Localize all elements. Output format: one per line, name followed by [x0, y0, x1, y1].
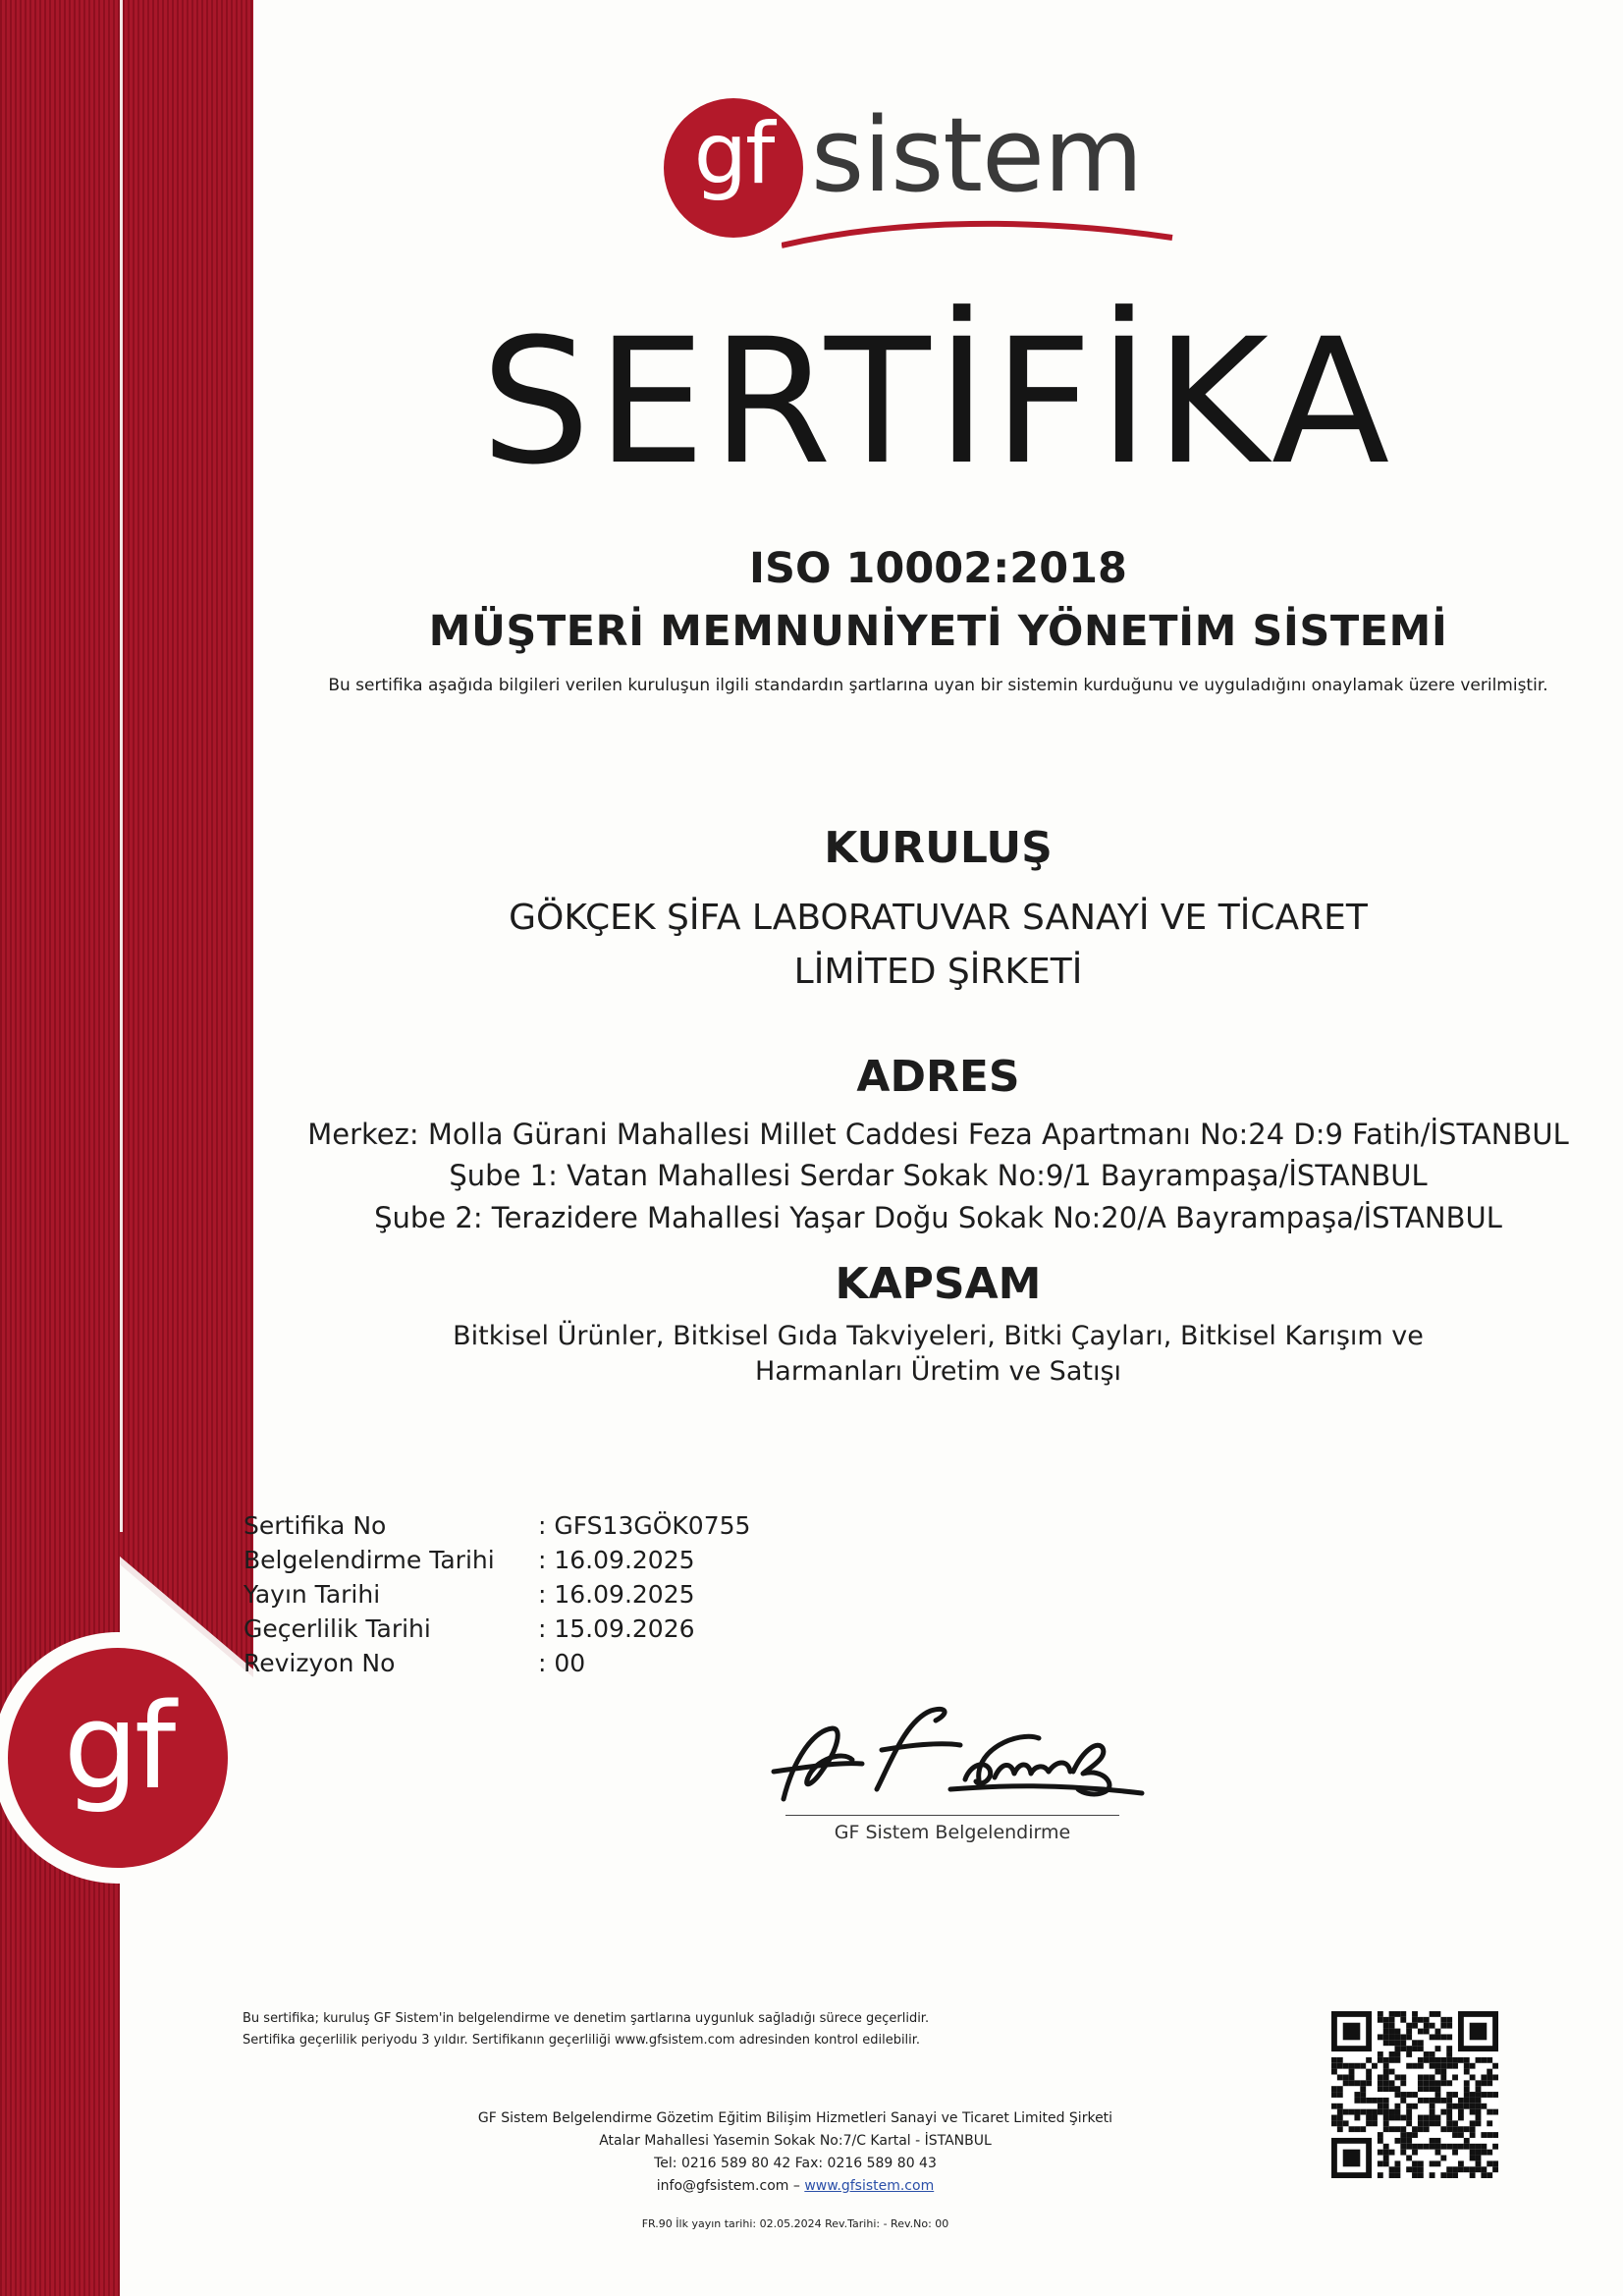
detail-value: : 16.09.2025 — [538, 1546, 695, 1574]
system-name: MÜŞTERİ MEMNUNİYETİ YÖNETİM SİSTEMİ — [428, 607, 1448, 656]
address-line: Şube 2: Terazidere Mahallesi Yaşar Doğu Sokak No:20/A Bayrampaşa/İSTANBUL — [374, 1201, 1502, 1234]
detail-label: Belgelendirme Tarihi — [243, 1546, 495, 1574]
signature-caption: GF Sistem Belgelendirme — [834, 1822, 1071, 1843]
detail-value: : 00 — [538, 1649, 586, 1677]
organization-heading: KURULUŞ — [824, 823, 1053, 873]
logo-word: sistem — [811, 95, 1143, 215]
qr-finder-pattern — [1343, 2150, 1361, 2167]
detail-row — [243, 1577, 750, 1612]
intro-text: Bu sertifika aşağıda bilgileri verilen kuruluşun ilgili standardın şartlarına uyan bir sistemin kurduğunu ve uyguladığını onaylamak üzere verilmiştir. — [328, 676, 1548, 695]
detail-row — [243, 1543, 750, 1577]
signature-line — [785, 1815, 1119, 1816]
certificate-details — [243, 1508, 750, 1680]
organization-name-line2: LİMİTED ŞİRKETİ — [793, 952, 1083, 992]
issuer-contact — [432, 2175, 1159, 2198]
detail-label: Sertifika No — [243, 1511, 387, 1540]
issuer-separator: – — [788, 2178, 805, 2194]
detail-label: Revizyon No — [243, 1649, 396, 1677]
signature-image — [744, 1691, 1157, 1819]
qr-finder-pattern — [1343, 2023, 1361, 2041]
detail-row — [243, 1612, 750, 1646]
scope-heading: KAPSAM — [835, 1259, 1042, 1309]
issuer-email[interactable]: info@gfsistem.com — [656, 2178, 789, 2194]
footnote-line: Sertifika geçerlilik periyodu 3 yıldır. Sertifikanın geçerliliği www.gfsistem.com adresinden kontrol edilebilir. — [243, 2033, 921, 2048]
detail-value: : 15.09.2026 — [538, 1614, 695, 1643]
detail-row — [243, 1646, 750, 1680]
issuer-name: GF Sistem Belgelendirme Gözetim Eğitim Bilişim Hizmetleri Sanayi ve Ticaret Limited Şirketi — [477, 2110, 1113, 2126]
scope-line1: Bitkisel Ürünler, Bitkisel Gıda Takviyeleri, Bitki Çayları, Bitkisel Karışım ve — [453, 1321, 1424, 1351]
issuer-address: Atalar Mahallesi Yasemin Sokak No:7/C Kartal - İSTANBUL — [599, 2133, 992, 2149]
detail-row — [243, 1508, 750, 1543]
side-logo-text: gf — [63, 1679, 173, 1816]
address-line: Şube 1: Vatan Mahallesi Serdar Sokak No:9/1 Bayrampaşa/İSTANBUL — [449, 1159, 1428, 1192]
logo-mark: gf — [693, 105, 774, 203]
qr-code[interactable] — [1331, 2011, 1498, 2178]
detail-value: : 16.09.2025 — [538, 1580, 695, 1609]
gf-sistem-logo — [664, 95, 1194, 246]
footnote-line: Bu sertifika; kuruluş GF Sistem'in belgelendirme ve denetim şartlarına uygunluk sağladığı sürece geçerlidir. — [243, 2011, 930, 2026]
address-line: Merkez: Molla Gürani Mahallesi Millet Caddesi Feza Apartmanı No:24 D:9 Fatih/İSTANBUL — [307, 1118, 1569, 1151]
qr-finder-pattern — [1470, 2023, 1488, 2041]
logo-swoosh — [782, 214, 1174, 253]
certificate-title: SERTİFİKA — [480, 301, 1396, 503]
detail-value: : GFS13GÖK0755 — [538, 1511, 751, 1540]
standard-number: ISO 10002:2018 — [749, 544, 1127, 593]
form-reference: FR.90 İlk yayın tarihi: 02.05.2024 Rev.Tarihi: - Rev.No: 00 — [641, 2217, 949, 2230]
issuer-phone: Tel: 0216 589 80 42 Fax: 0216 589 80 43 — [654, 2156, 937, 2171]
detail-label: Yayın Tarihi — [243, 1580, 381, 1609]
address-heading: ADRES — [856, 1052, 1020, 1102]
detail-label: Geçerlilik Tarihi — [243, 1614, 431, 1643]
validity-footnote — [243, 2008, 929, 2051]
organization-name-line1: GÖKÇEK ŞİFA LABORATUVAR SANAYİ VE TİCARET — [509, 898, 1368, 938]
issuer-info — [432, 2107, 1159, 2198]
scope-line2: Harmanları Üretim ve Satışı — [754, 1356, 1122, 1387]
left-decorative-band — [0, 0, 253, 2296]
issuer-website-link[interactable]: www.gfsistem.com — [804, 2178, 935, 2194]
